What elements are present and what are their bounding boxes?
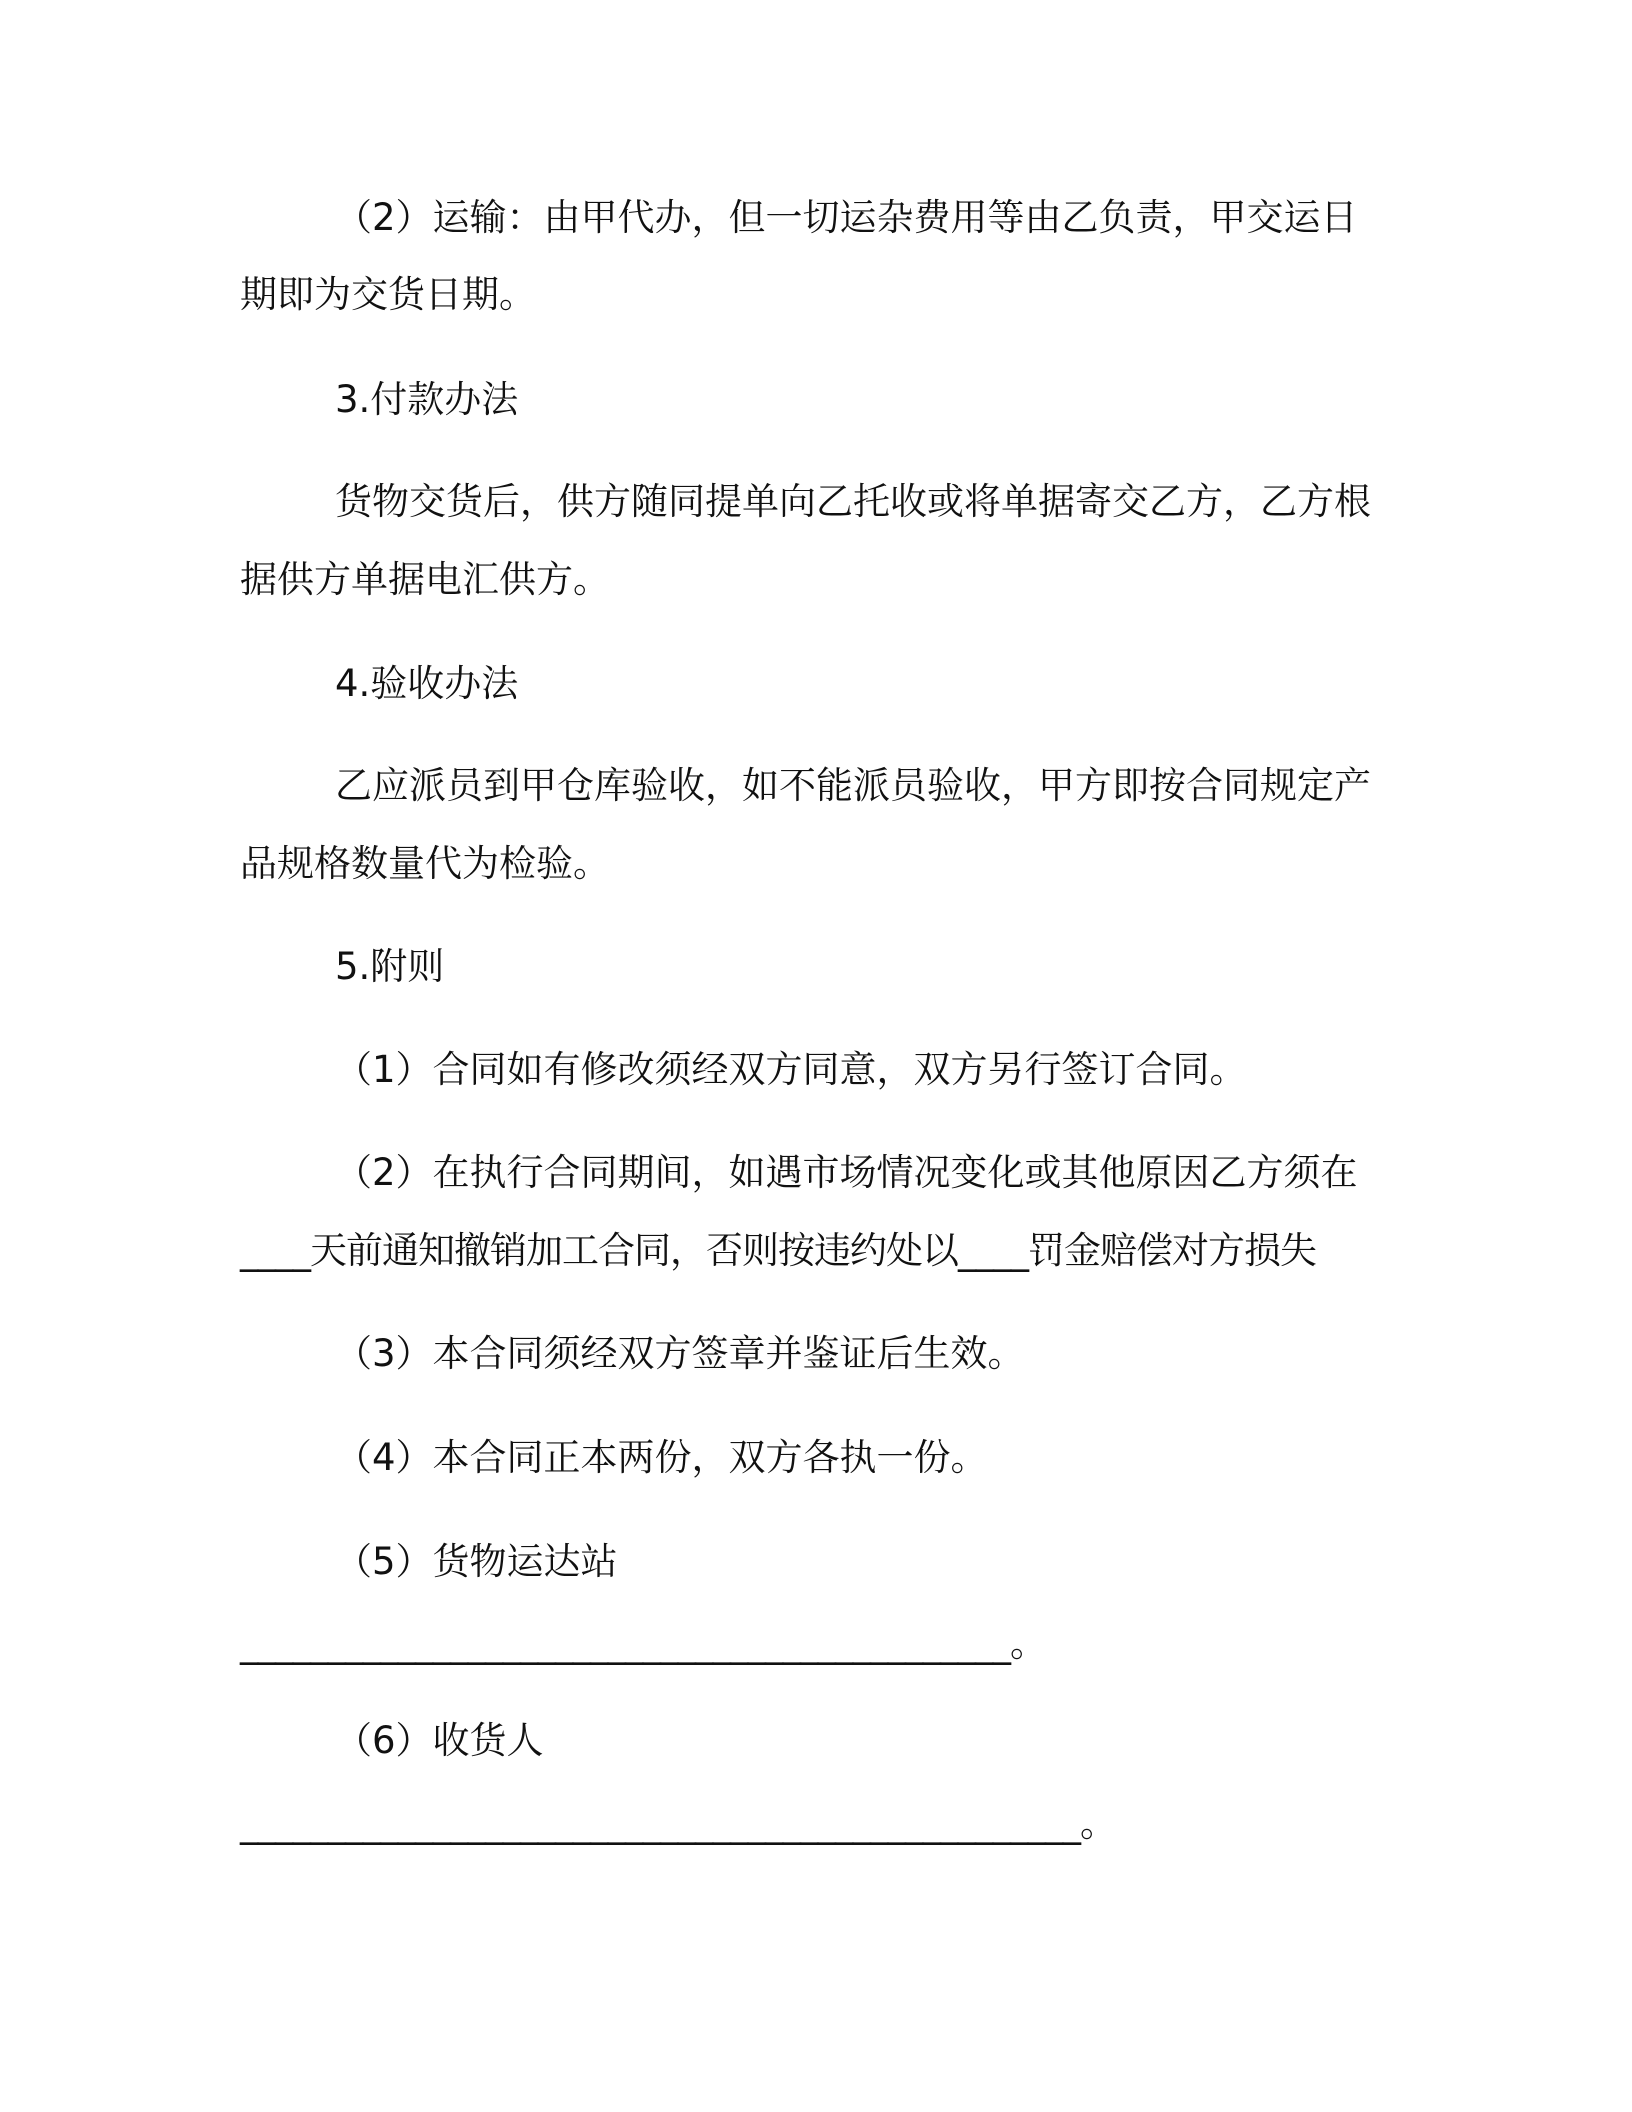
clause-5-label: （5）货物运达站 bbox=[335, 1540, 618, 1583]
clause-3: （3）本合同须经双方签章并鉴证后生效。 bbox=[335, 1332, 1025, 1375]
paragraph-transport-line1: （2）运输：由甲代办，但一切运杂费用等由乙负责，甲交运日 bbox=[335, 196, 1358, 239]
section-heading-acceptance: 4.验收办法 bbox=[335, 662, 519, 705]
clause-2-line1: （2）在执行合同期间，如遇市场情况变化或其他原因乙方须在 bbox=[335, 1151, 1358, 1194]
paragraph-acceptance-line2: 品规格数量代为检验。 bbox=[240, 842, 610, 885]
clause-2-line2: ____天前通知撤销加工合同，否则按违约处以____罚金赔偿对方损失 bbox=[240, 1229, 1316, 1272]
section-heading-payment: 3.付款办法 bbox=[335, 378, 519, 421]
clause-5-blank: ____________________________________________。 bbox=[240, 1622, 1046, 1665]
clause-6-label: （6）收货人 bbox=[335, 1719, 544, 1762]
clause-6-blank: ________________________________________________。 bbox=[240, 1802, 1116, 1845]
clause-4: （4）本合同正本两份，双方各执一份。 bbox=[335, 1436, 988, 1479]
paragraph-acceptance-line1: 乙应派员到甲仓库验收，如不能派员验收，甲方即按合同规定产 bbox=[335, 764, 1371, 807]
paragraph-payment-line1: 货物交货后，供方随同提单向乙托收或将单据寄交乙方，乙方根 bbox=[335, 480, 1371, 523]
paragraph-payment-line2: 据供方单据电汇供方。 bbox=[240, 558, 610, 601]
section-heading-supplementary: 5.附则 bbox=[335, 945, 445, 988]
paragraph-transport-line2: 期即为交货日期。 bbox=[240, 273, 536, 316]
clause-1: （1）合同如有修改须经双方同意，双方另行签订合同。 bbox=[335, 1048, 1247, 1091]
